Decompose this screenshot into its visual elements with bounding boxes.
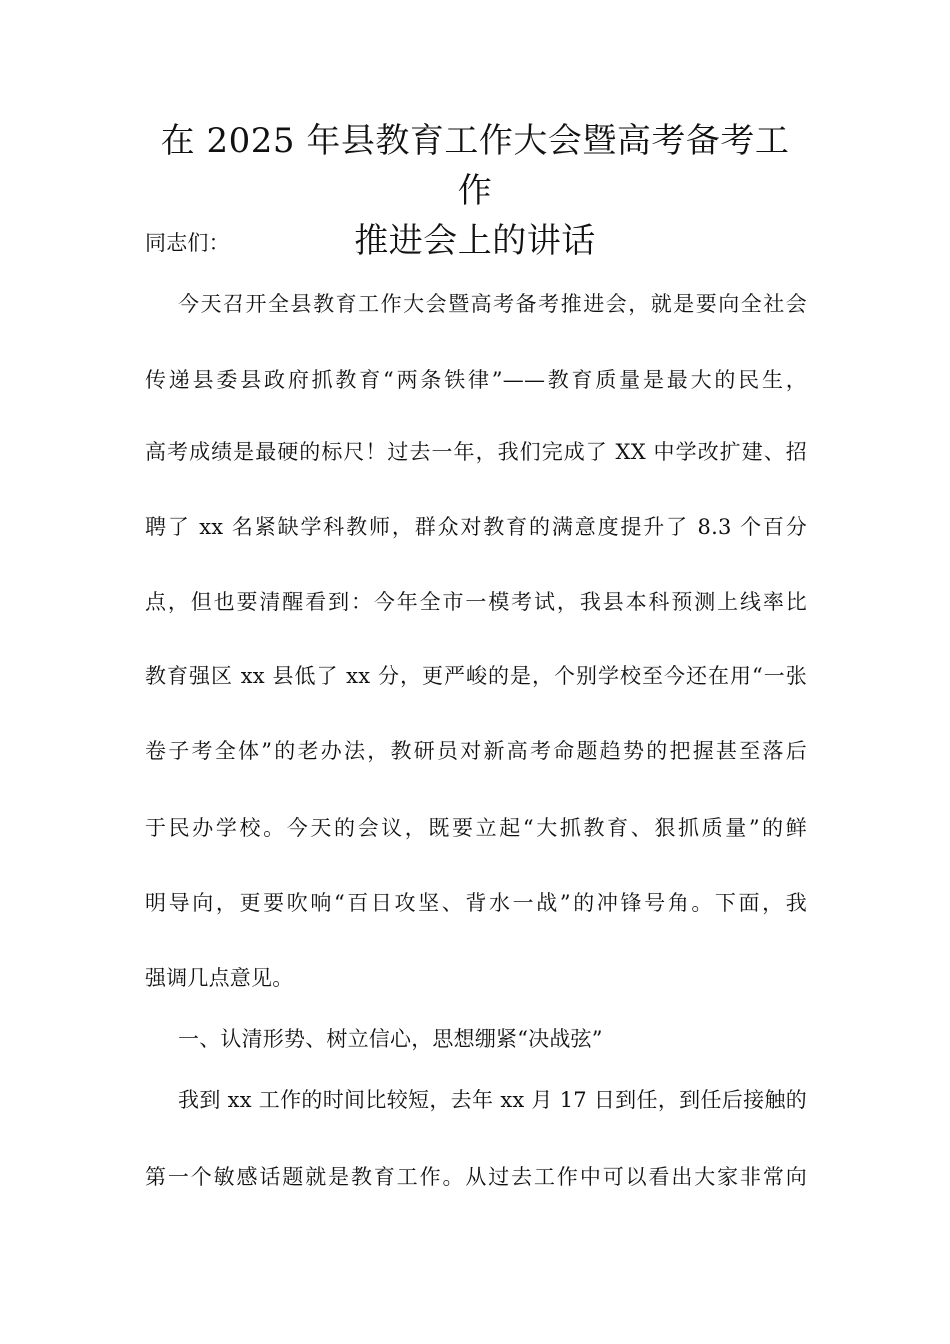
paragraph-line: 今天召开全县教育工作大会暨高考备考推进会，就是要向全社会 [178,292,807,316]
paragraph-line: 于民办学校。今天的会议，既要立起“大抓教育、狠抓质量”的鲜 [145,816,807,840]
paragraph-line: 传递县委县政府抓教育“两条铁律”——教育质量是最大的民生， [145,368,807,392]
paragraph-line: 卷子考全体”的老办法，教研员对新高考命题趋势的把握甚至落后 [145,739,807,763]
paragraph-line: 我到 xx 工作的时间比较短，去年 xx 月 17 日到任，到任后接触的 [178,1088,807,1112]
title-line-1: 在 2025 年县教育工作大会暨高考备考工作 [160,121,790,211]
paragraph-line: 高考成绩是最硬的标尺！过去一年，我们完成了 XX 中学改扩建、招 [145,440,807,464]
title-line-2: 推进会上的讲话 [354,221,596,261]
section-heading: 一、认清形势、树立信心，思想绷紧“决战弦” [178,1027,603,1051]
paragraph-line: 聘了 xx 名紧缺学科教师，群众对教育的满意度提升了 8.3 个百分 [145,515,807,539]
salutation: 同志们： [145,231,230,255]
paragraph-line: 点，但也要清醒看到：今年全市一模考试，我县本科预测上线率比 [145,590,807,614]
paragraph-line: 教育强区 xx 县低了 xx 分，更严峻的是，个别学校至今还在用“一张 [145,664,807,688]
paragraph-line: 第一个敏感话题就是教育工作。从过去工作中可以看出大家非常向 [145,1165,807,1189]
paragraph-line: 明导向，更要吹响“百日攻坚、背水一战”的冲锋号角。下面，我 [145,891,807,915]
paragraph-line: 强调几点意见。 [145,966,294,990]
